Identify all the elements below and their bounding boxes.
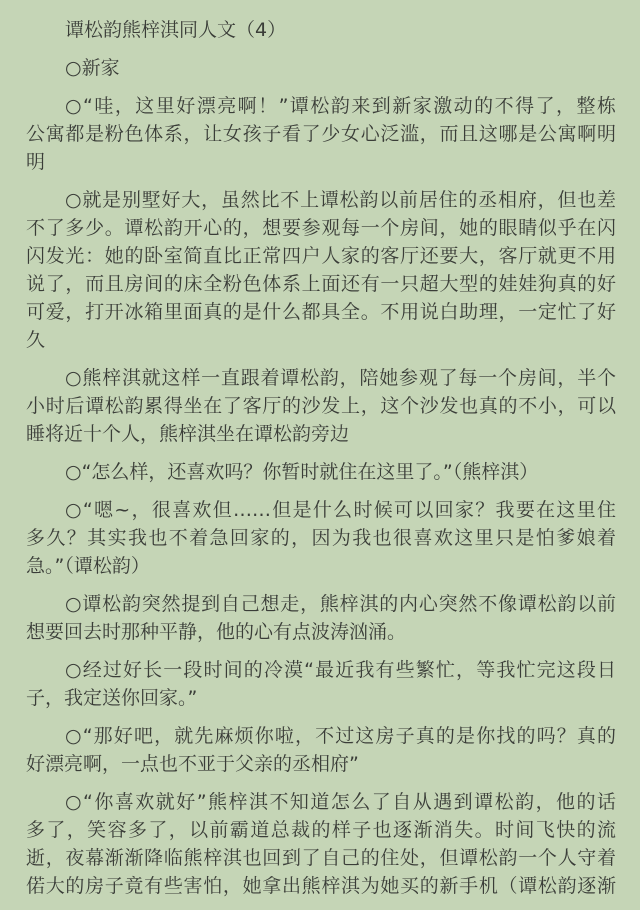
text-line: ○经过好长一段时间的冷漠“最近我有些繁忙，等我忙完这段日 [65,659,616,681]
text-line: 好漂亮啊，一点也不亚于父亲的丞相府” [26,753,359,775]
text-line: 偌大的房子竟有些害怕，她拿出熊梓淇为她买的新手机（谭松韵逐渐 [26,875,616,897]
text-line: 不了多少。谭松韵开心的，想要参观每一个房间，她的眼睛似乎在闪 [26,217,616,239]
section-heading [26,54,616,82]
text-line: ○就是别墅好大，虽然比不上谭松韵以前居住的丞相府，但也差 [65,189,616,211]
text-line: 多了，笑容多了，以前霸道总裁的样子也逐渐消失。时间飞快的流 [26,819,616,841]
text-line: 睡将近十个人，熊梓淇坐在谭松韵旁边 [26,423,350,445]
text-line: ○“怎么样，还喜欢吗？你暂时就住在这里了。”（熊梓淇） [65,461,539,483]
text-line: 公寓都是粉色体系，让女孩子看了少女心泛滥，而且这哪是公寓啊明 [26,123,616,145]
text-line: 可爱，打开冰箱里面真的是什么都具全。不用说白助理，一定忙了好 [26,301,616,323]
text-line: 急。”（谭松韵） [26,555,150,577]
paragraph [26,92,616,176]
paragraph [26,656,616,712]
text-line: 谭松韵熊梓淇同人文（4） [65,19,287,41]
document-title [26,16,616,44]
paragraph [26,722,616,778]
paragraph [26,186,616,354]
text-line: 闪发光：她的卧室简直比正常四户人家的客厅还要大，客厅就更不用 [26,245,616,267]
text-line: 说了，而且房间的床全粉色体系上面还有一只超大型的娃娃狗真的好 [26,273,616,295]
text-line: ○熊梓淇就这样一直跟着谭松韵，陪她参观了每一个房间，半个 [65,367,616,389]
text-line: ○谭松韵突然提到自己想走，熊梓淇的内心突然不像谭松韵以前 [65,593,616,615]
document-body [26,16,616,910]
text-line: 久 [26,329,46,351]
paragraph [26,458,616,486]
text-line: 逝，夜幕渐渐降临熊梓淇也回到了自己的住处，但谭松韵一个人守着 [26,847,616,869]
text-line: ○“那好吧，就先麻烦你啦，不过这房子真的是你找的吗？真的 [65,725,616,747]
paragraph [26,590,616,646]
paragraph [26,364,616,448]
text-line: 明 [26,151,46,173]
text-line: 多久？其实我也不着急回家的，因为我也很喜欢这里只是怕爹娘着 [26,527,616,549]
text-line: ○“你喜欢就好”熊梓淇不知道怎么了自从遇到谭松韵，他的话 [65,791,616,813]
text-line: 小时后谭松韵累得坐在了客厅的沙发上，这个沙发也真的不小，可以 [26,395,616,417]
text-line: 子，我定送你回家。” [26,687,198,709]
text-line: ○“嗯~，很喜欢但……但是什么时候可以回家？我要在这里住 [65,499,616,521]
paragraph [26,788,616,900]
text-line: ○新家 [65,57,120,79]
text-line: ○“哇，这里好漂亮啊！”谭松韵来到新家激动的不得了，整栋 [65,95,616,117]
paragraph [26,496,616,580]
text-line: 想要回去时那种平静，他的心有点波涛汹涌。 [26,621,407,643]
